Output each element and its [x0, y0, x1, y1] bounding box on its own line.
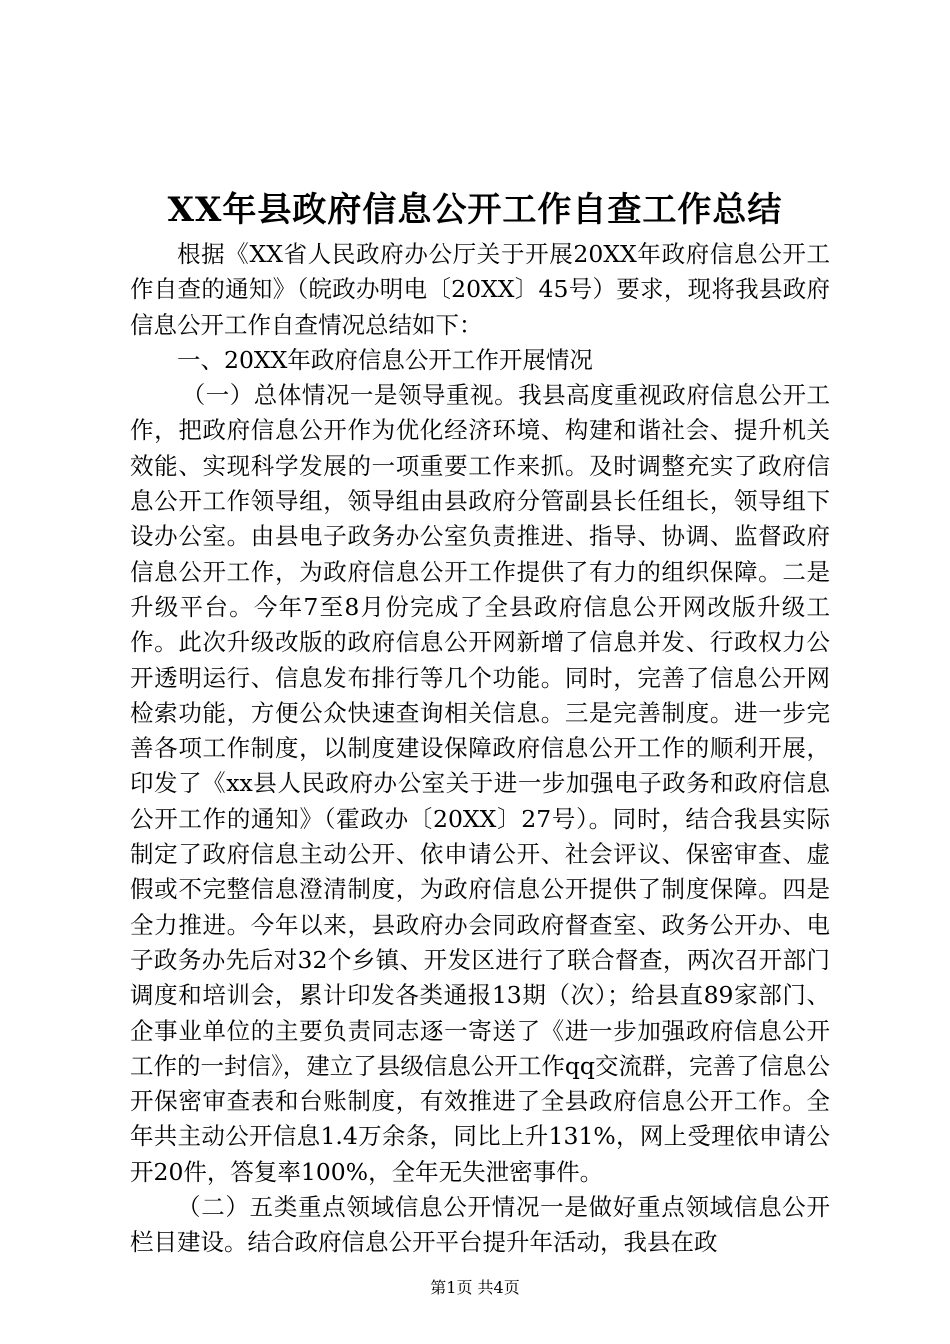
paragraph-key-areas: （二）五类重点领域信息公开情况一是做好重点领域信息公开栏目建设。结合政府信息公开平台提升年活动，我县在政 [130, 1193, 830, 1257]
document-title: XX年县政府信息公开工作自查工作总结 [167, 190, 783, 230]
section-heading: 一、20XX年政府信息公开工作开展情况 [177, 345, 593, 374]
page-footer: 第1页 共4页 [430, 1278, 520, 1297]
paragraph-intro: 根据《XX省人民政府办公厅关于开展20XX年政府信息公开工作自查的通知》（皖政办明电〔20XX〕45号）要求，现将我县政府信息公开工作自查情况总结如下： [130, 240, 830, 339]
document-body [130, 237, 830, 1261]
paragraph-overview: （一）总体情况一是领导重视。我县高度重视政府信息公开工作，把政府信息公开作为优化经济环境、构建和谐社会、提升机关效能、实现科学发展的一项重要工作来抓。及时调整充实了政府信息公开工作领导组，领导组由县政府分管副县长任组长，领导组下设办公室。由县电子政务办公室负责推进、指导、协调、监督政府信息公开工作，为政府信息公开工作提供了有力的组织保障。二是升级平台。今年7至8月份完成了全县政府信息公开网改版升级工作。此次升级改版的政府信息公开网新增了信息并发、行政权力公开透明运行、信息发布排行等几个功能。同时，完善了信息公开网检索功能，方便公众快速查询相关信息。三是完善制度。进一步完善各项工作制度，以制度建设保障政府信息公开工作的顺利开展，印发了《xx县人民政府办公室关于进一步加强电子政务和政府信息公开工作的通知》（霍政办〔20XX〕27号）。同时，结合我县实际制定了政府信息主动公开、依申请公开、社会评议、保密审查、虚假或不完整信息澄清制度，为政府信息公开提供了制度保障。四是全力推进。今年以来，县政府办会同政府督查室、政务公开办、电子政务办先后对32个乡镇、开发区进行了联合督查，两次召开部门调度和培训会，累计印发各类通报13期（次）；给县直89家部门、企事业单位的主要负责同志逐一寄送了《进一步加强政府信息公开工作的一封信》，建立了县级信息公开工作qq交流群，完善了信息公开保密审查表和台账制度，有效推进了全县政府信息公开工作。全年共主动公开信息1.4万余条，同比上升131%，网上受理依申请公开20件，答复率100%，全年无失泄密事件。 [130, 381, 830, 1186]
